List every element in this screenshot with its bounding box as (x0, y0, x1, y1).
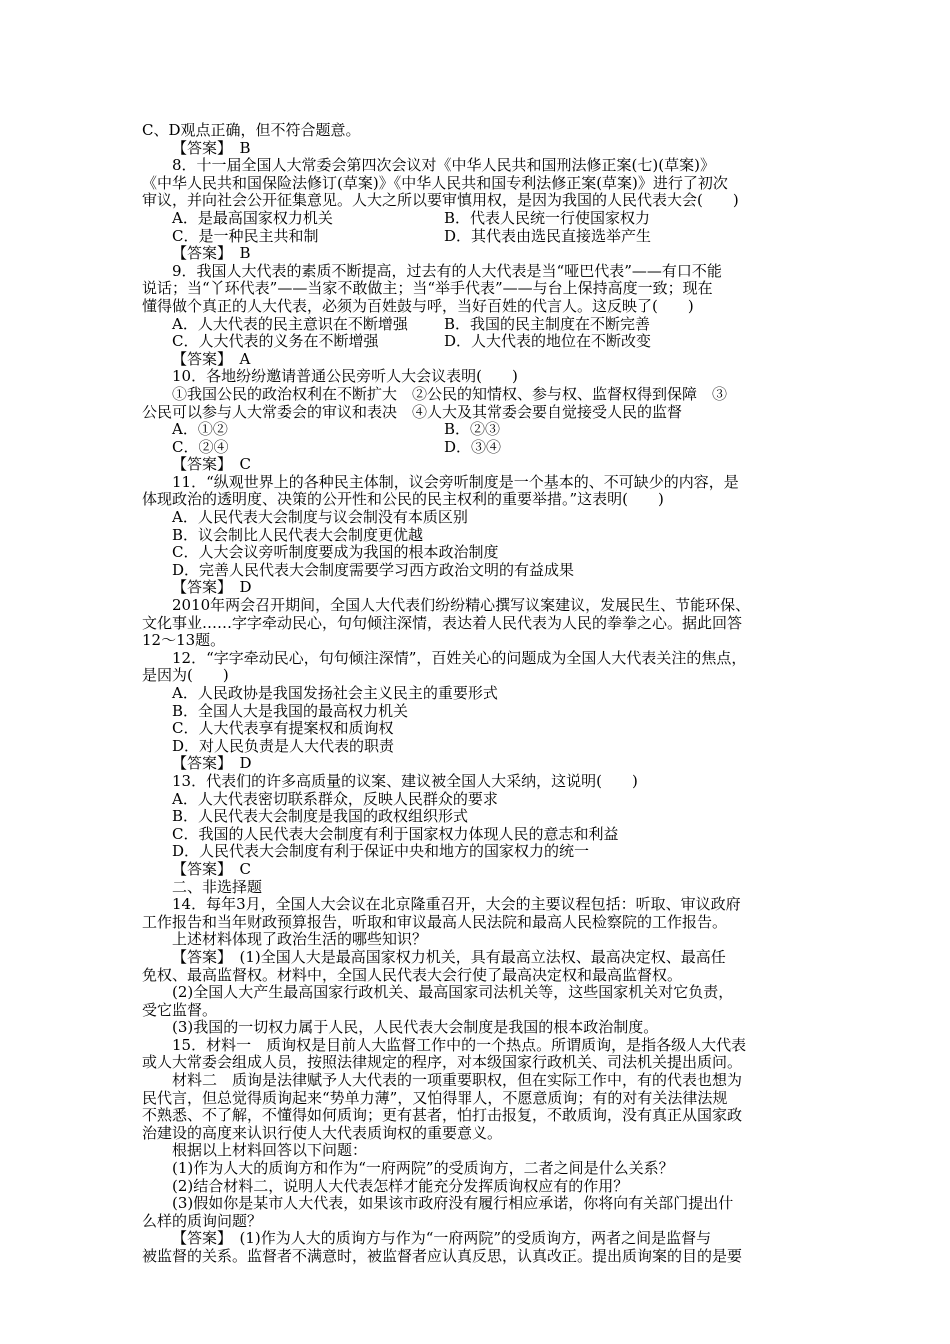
text-line: 12～13题。 (142, 631, 226, 650)
text-line: 公民可以参与人大常委会的审议和表决 ④人大及其常委会要自觉接受人民的监督 (142, 402, 683, 421)
text-line: ①我国公民的政治权利在不断扩大 ②公民的知情权、参与权、监督权得到保障 ③ (172, 384, 728, 403)
text-line: 文化事业……字字牵动民心，句句倾注深情，表达着人民代表为人民的拳拳之心。据此回答 (142, 613, 743, 632)
text-line: 被监督的关系。监督者不满意时，被监督者应认真反思，认真改正。提出质询案的目的是要 (142, 1247, 743, 1265)
text-line: 工作报告和当年财政预算报告，听取和审议最高人民法院和最高人民检察院的工作报告。 (142, 912, 728, 931)
answer-line: 【答案】 D (172, 578, 252, 597)
text-line: 或人大常委会组成人员，按照法律规定的程序，对本级国家行政机关、司法机关提出质问。 (142, 1053, 743, 1072)
options-row (142, 439, 832, 457)
text-line: 免权、最高监督权。材料中，全国人民代表大会行使了最高决定权和最高监督权。 (142, 965, 683, 984)
option-a: A．是最高国家权力机关 (172, 208, 333, 227)
option-d: D．完善人民代表大会制度需要学习西方政治文明的有益成果 (172, 560, 575, 579)
text-line: (3)假如你是某市人大代表，如果该市政府没有履行相应承诺，你将向有关部门提出什 (172, 1194, 734, 1213)
option-b: B．人民代表大会制度是我国的政权组织形式 (172, 807, 469, 826)
text-line: 审议，并向社会公开征集意见。人大之所以要审慎用权，是因为我国的人民代表大会( ) (142, 191, 739, 210)
question-13: 13．代表们的许多高质量的议案、建议被全国人大采纳，这说明( ) (172, 771, 638, 790)
answer-line: 【答案】 B (172, 138, 251, 157)
text-line: 是因为( ) (142, 666, 229, 685)
answer-line: 【答案】 C (172, 455, 251, 474)
question-9: 9．我国人大代表的素质不断提高，过去有的人大代表是当“哑巴代表”——有口不能 (172, 261, 722, 280)
text-line: 说话；当“丫环代表”——当家不敢做主；当“举手代表”——与台上保持高度一致；现在 (142, 279, 713, 298)
options-row (142, 316, 832, 334)
text-line: 治建设的高度来认识行使人大代表质询权的重要意义。 (142, 1123, 503, 1142)
option-b: B．议会制比人民代表大会制度更优越 (172, 525, 424, 544)
text-line: C、D观点正确，但不符合题意。 (142, 121, 361, 139)
option-b: B．代表人民统一行使国家权力 (444, 208, 651, 227)
option-d: D．③④ (444, 437, 502, 456)
option-c: C．人大代表享有提案权和质询权 (172, 719, 394, 738)
text-line: 不熟悉、不了解，不懂得如何质询；更有甚者，怕打击报复，不敢质询，没有真正从国家政 (142, 1106, 743, 1125)
options-row (142, 333, 832, 351)
text-line: (2)全国人大产生最高国家行政机关、最高国家司法机关等，这些国家机关对它负责， (172, 983, 734, 1002)
question-11: 11．“纵观世界上的各种民主体制，议会旁听制度是一个基本的、不可缺少的内容，是 (172, 472, 739, 491)
option-b: B．②③ (444, 420, 501, 439)
option-c: C．②④ (172, 437, 229, 456)
options-row (142, 228, 832, 246)
text-line: (3)我国的一切权力属于人民，人民代表大会制度是我国的根本政治制度。 (172, 1018, 659, 1037)
answer-line: 【答案】 (1)作为人大的质询方与作为“一府两院”的受质询方，两者之间是监督与 (172, 1229, 712, 1248)
text-line: 《中华人民共和国保险法修订(草案)》《中华人民共和国专利法修正案(草案)》进行了初次 (142, 173, 728, 192)
material-paragraph: 2010年两会召开期间，全国人大代表们纷纷精心撰写议案建议，发展民生、节能环保、 (172, 596, 751, 615)
answer-line: 【答案】 A (172, 349, 251, 368)
option-a: A．人民政协是我国发扬社会主义民主的重要形式 (172, 684, 498, 702)
section-heading: 二、非选择题 (172, 877, 263, 896)
answer-line: 【答案】 B (172, 244, 251, 263)
question-15: 15．材料一 质询权是目前人大监督工作中的一个热点。所谓质询，是指各级人大代表 (172, 1035, 747, 1054)
option-b: B．我国的民主制度在不断完善 (444, 314, 651, 333)
option-a: A．人民代表大会制度与议会制没有本质区别 (172, 508, 468, 527)
text-line: 上述材料体现了政治生活的哪些知识？ (172, 930, 428, 949)
text-line: 体现政治的透明度、决策的公开性和公民的民主权利的重要举措。”这表明( ) (142, 490, 664, 509)
answer-line: 【答案】 (1)全国人大是最高国家权力机关，具有最高立法权、最高决定权、最高任 (172, 947, 726, 966)
option-c: C．人大代表的义务在不断增强 (172, 332, 379, 351)
option-c: C．我国的人民代表大会制度有利于国家权力体现人民的意志和利益 (172, 824, 619, 843)
question-8: 8．十一届全国人大常委会第四次会议对《中华人民共和国刑法修正案(七)(草案)》 (172, 156, 715, 175)
option-a: A．①② (172, 420, 228, 439)
text-line: 么样的质询问题？ (142, 1211, 263, 1230)
document-body (142, 122, 832, 1266)
option-d: D．其代表由选民直接选举产生 (444, 226, 652, 245)
text-line: 材料二 质询是法律赋予人大代表的一项重要职权，但在实际工作中，有的代表也想为 (172, 1071, 743, 1090)
option-a: A．人大代表密切联系群众，反映人民群众的要求 (172, 789, 498, 808)
option-c: C．人大会议旁听制度要成为我国的根本政治制度 (172, 543, 499, 562)
option-b: B．全国人大是我国的最高权力机关 (172, 701, 409, 720)
text-line: 懂得做个真正的人大代表，必须为百姓鼓与呼，当好百姓的代言人。这反映了( ) (142, 296, 694, 315)
answer-line: 【答案】 C (172, 859, 251, 878)
text-line: 根据以上材料回答以下问题： (172, 1141, 368, 1160)
text-line: (1)作为人大的质询方和作为“一府两院”的受质询方，二者之间是什么关系？ (172, 1159, 674, 1178)
options-row (142, 421, 832, 439)
option-d: D．人民代表大会制度有利于保证中央和地方的国家权力的统一 (172, 842, 590, 861)
options-row (142, 210, 832, 228)
option-a: A．人大代表的民主意识在不断增强 (172, 314, 408, 333)
option-d: D．人大代表的地位在不断改变 (444, 332, 652, 351)
option-c: C．是一种民主共和制 (172, 226, 319, 245)
question-14: 14．每年3月，全国人大会议在北京隆重召开，大会的主要议程包括：听取、审议政府 (172, 895, 741, 914)
question-10: 10．各地纷纷邀请普通公民旁听人大会议表明( ) (172, 367, 518, 386)
answer-line: 【答案】 D (172, 754, 252, 773)
text-line: 受它监督。 (142, 1000, 218, 1019)
question-12: 12．“字字牵动民心，句句倾注深情”，百姓关心的问题成为全国人大代表关注的焦点， (172, 648, 747, 667)
text-line: (2)结合材料二，说明人大代表怎样才能充分发挥质询权应有的作用？ (172, 1176, 629, 1195)
text-line: 民代言，但总觉得质询起来“势单力薄”，又怕得罪人，不愿意质询；有的对有关法律法规 (142, 1088, 728, 1107)
option-d: D．对人民负责是人大代表的职责 (172, 736, 395, 755)
